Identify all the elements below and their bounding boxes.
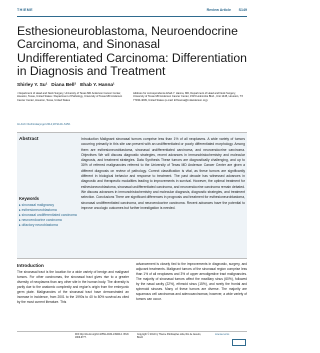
license-link[interactable]: License terms [215,334,230,336]
correspondence: Address for correspondence Ehab Y. Hanna, MD, Department of Head and Neck Surgery, University of Texas MD Anderson Cancer Center, 1515 Holcombe Blvd., Unit 1445, Houston, TX 77030-4009, United States (e-mail: EYHanna@mdanderson.org). [133,92,244,102]
footer-line [17,331,247,332]
keyword-item[interactable]: ▸ olfactory neuroblastoma [19,223,58,228]
author-list: Shirley Y. Su¹ Diana Bell² Ehab Y. Hanna¹ [17,83,115,88]
intro-right-column: advancement is closely tied to the improvements in diagnostic, surgery, and adjuvant treatments. Malignant tumors of the sinonasal region comprise less than 1% of all neoplasms and 3% of upper aerodigestive tract malignancies. The majority of sinonasal tumors affect the maxillary sinus (60%), followed by the nasal cavity (22%), ethmoid sinus (15%), and rarely the frontal and sphenoid sinuses. Many of these tumors are diverse. The majority are squamous cell carcinomas and adenocarcinomas; however, a wide variety of tumors can occur. [136,262,247,302]
footer [17,333,247,349]
publisher-logo [232,339,246,346]
keywords-list [19,203,77,228]
abstract-text: Introduction Malignant sinonasal tumors comprise less than 1% of all neoplasms. A wide variety of tumors occurring primarily in this site can present with an undifferentiated or poorly differentiated morphology. Among them are esthesioneuroblastoma, sinonasal undifferentiated carcinoma, and neuroendocrine carcinoma. Objectives We will discuss diagnostic strategies, recent advances in immunohistochemistry and molecular diagnosis, and treatment strategies. Data Synthesis These tumors are diagnostically challenging, and up to 30% of referred malignancies referred to the University of Texas MD Anderson Cancer Center are given a different diagnosis on review of pathology. Correct classification is vital, as these tumors are significantly different in biological behavior and response to treatment. The past decade has witnessed advances in diagnostic and therapeutic modalities leading to improvements in survival. However, the optimal treatment for esthesioneuroblastoma, sinonasal undifferentiated carcinoma, and neuroendocrine carcinoma remain debated. We discuss advances in immunohistochemistry and molecular diagnosis, diagnostic strategies, and treatment selection. Conclusions There are significant differences in prognosis and treatment for esthesioneuroblastoma, sinonasal undifferentiated carcinoma, and neuroendocrine carcinoma. Recent advances have the potential to improve oncologic outcomes but further investigation is needed. [81,137,245,210]
page-number: S149 [238,8,247,12]
header-bar [17,8,247,14]
keyword-item[interactable]: ▸ esthesioneuroblastoma [19,208,57,213]
abstract-section [17,133,247,258]
article-category: Review Article [206,8,231,12]
journal-logo: THIEME [17,8,33,12]
copyright-text: Copyright © 2014 by Thieme Publicações Ltda, Rio de Janeiro, Brazil [137,334,202,339]
keywords-heading: Keywords [19,196,40,201]
abstract-bottom-line [17,258,247,259]
citation: Int Arch Otorhinolaryngol 2014;18:S149–S156. [17,123,71,126]
keyword-item[interactable]: ▸ sinonasal undifferentiated carcinoma [19,213,77,218]
doi-text[interactable]: DOI http://dx.doi.org/10.1055/s-0034-1390014. ISSN 1809-9777. [75,334,129,339]
keyword-item[interactable]: ▸ neuroendocrine carcinoma [19,218,62,223]
intro-left-column: The sinonasal tract is the location for a wide variety of benign and malignant tumors. For other carcinomas, the sinonasal tract gives rise to a greater diversity of neoplasms than any other site in the human body. The diversity is partly due to the anatomic complexity and region's origin from the embryonic germ plate. Malignancies of the sinonasal tract have demonstrated an increase in incidence, from 2001 to the 1990s to 40 to 80% survival as cited by the most current literature. This [17,270,129,305]
abstract-heading: Abstract [19,137,39,142]
keyword-item[interactable]: ▸ sinonasal malignancy [19,203,55,207]
header-line [17,16,247,17]
article-title: Esthesioneuroblastoma, Neuroendocrine Carcinoma, and Sinonasal Undifferentiated Carcinoma: Differentiation in Diagnosis and Treatment [17,24,247,79]
affiliations: ¹ Department of Head and Neck Surgery, University of Texas MD Anderson Cancer Center, Houston, Texas, United States ² Department of Pathology, University of Texas MD Anderson Cancer Center, Houston, Texas, United States [17,92,123,102]
intro-heading: Introduction [17,263,44,268]
